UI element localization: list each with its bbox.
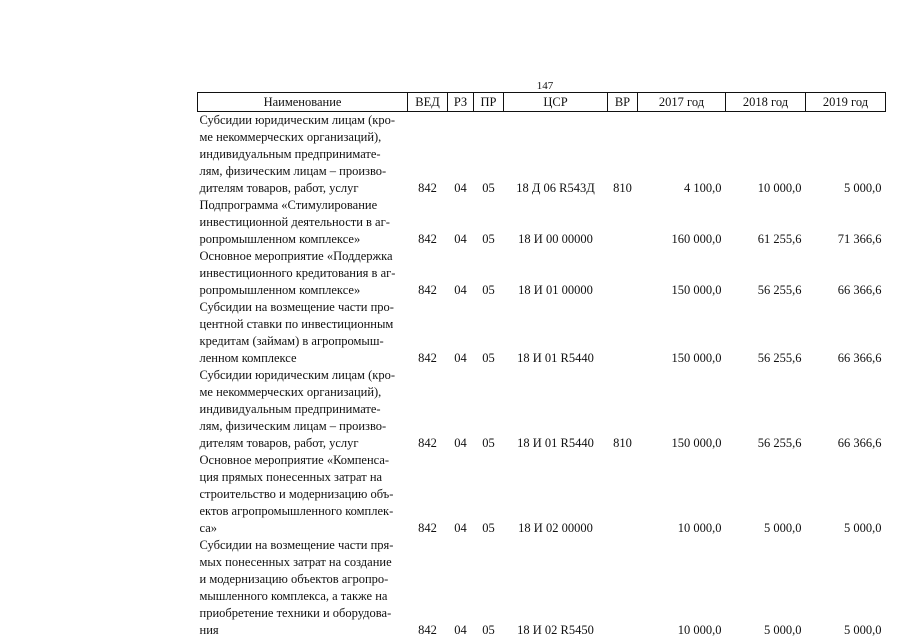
header-2018: 2018 год xyxy=(726,93,806,112)
row-pr: 05 xyxy=(482,521,495,535)
row-2019: 66 366,6 xyxy=(837,436,882,450)
row-2018: 61 255,6 xyxy=(757,232,802,246)
row-ved: 842 xyxy=(418,351,437,365)
row-2017: 10 000,0 xyxy=(677,521,722,535)
row-name: Подпрограмма «Стимулирование инвестиционной деятельности в аг- ропромышленном комплексе» xyxy=(199,198,390,246)
row-vr: 810 xyxy=(613,436,632,450)
row-2019: 5 000,0 xyxy=(844,521,882,535)
header-name: Наименование xyxy=(198,93,408,112)
row-rz: 04 xyxy=(454,623,467,637)
header-pr: ПР xyxy=(474,93,504,112)
header-2019: 2019 год xyxy=(806,93,886,112)
header-2017: 2017 год xyxy=(638,93,726,112)
row-name: Основное мероприятие «Компенса- ция прямых понесенных затрат на строительство и модернизацию объ- ектов агропромышленного комплек- са» xyxy=(199,453,394,535)
row-csr: 18 И 00 00000 xyxy=(518,232,593,246)
table-row xyxy=(198,197,886,248)
row-pr: 05 xyxy=(482,351,495,365)
table-row xyxy=(198,299,886,367)
row-2018: 5 000,0 xyxy=(764,521,802,535)
row-2019: 5 000,0 xyxy=(844,623,882,637)
row-pr: 05 xyxy=(482,436,495,450)
row-csr: 18 И 02 R5450 xyxy=(517,623,594,637)
table-row xyxy=(198,537,886,639)
row-2019: 66 366,6 xyxy=(837,351,882,365)
row-vr xyxy=(608,537,638,639)
row-2017: 10 000,0 xyxy=(677,623,722,637)
row-rz: 04 xyxy=(454,181,467,195)
row-vr xyxy=(608,452,638,537)
row-csr: 18 И 01 00000 xyxy=(518,283,593,297)
row-2017: 160 000,0 xyxy=(671,232,722,246)
row-pr: 05 xyxy=(482,181,495,195)
row-2018: 10 000,0 xyxy=(757,181,802,195)
row-vr xyxy=(608,197,638,248)
header-vr: ВР xyxy=(608,93,638,112)
row-2018: 56 255,6 xyxy=(757,283,802,297)
row-name: Субсидии на возмещение части пря- мых понесенных затрат на создание и модернизацию объектов агропро- мышленного комплекса, а также на приобретение техники и оборудова- ния xyxy=(199,538,394,637)
row-rz: 04 xyxy=(454,436,467,450)
table-row xyxy=(198,452,886,537)
row-ved: 842 xyxy=(418,181,437,195)
budget-table xyxy=(197,92,886,639)
row-ved: 842 xyxy=(418,283,437,297)
row-2017: 150 000,0 xyxy=(671,351,722,365)
row-2017: 150 000,0 xyxy=(671,283,722,297)
table-row xyxy=(198,248,886,299)
row-csr: 18 И 02 00000 xyxy=(518,521,593,535)
header-rz: РЗ xyxy=(448,93,474,112)
row-2018: 56 255,6 xyxy=(757,436,802,450)
header-ved: ВЕД xyxy=(408,93,448,112)
row-2017: 4 100,0 xyxy=(684,181,722,195)
row-rz: 04 xyxy=(454,283,467,297)
row-2019: 71 366,6 xyxy=(837,232,882,246)
row-pr: 05 xyxy=(482,283,495,297)
row-2018: 56 255,6 xyxy=(757,351,802,365)
row-name: Субсидии юридическим лицам (кро- ме некоммерческих организаций), индивидуальным предпринимате- лям, физическим лицам – произво- дителям товаров, работ, услуг xyxy=(199,368,395,450)
table-header-row xyxy=(198,93,886,112)
row-name: Основное мероприятие «Поддержка инвестиционного кредитования в аг- ропромышленном комплексе» xyxy=(199,249,396,297)
row-vr: 810 xyxy=(613,181,632,195)
row-vr xyxy=(608,248,638,299)
row-2019: 5 000,0 xyxy=(844,181,882,195)
row-ved: 842 xyxy=(418,521,437,535)
row-vr xyxy=(608,299,638,367)
row-csr: 18 И 01 R5440 xyxy=(517,436,594,450)
row-pr: 05 xyxy=(482,623,495,637)
table-row xyxy=(198,367,886,452)
row-name: Субсидии на возмещение части про- центной ставки по инвестиционным кредитам (займам) в агропромыш- ленном комплексе xyxy=(199,300,394,365)
row-csr: 18 Д 06 R543Д xyxy=(516,181,595,195)
row-2017: 150 000,0 xyxy=(671,436,722,450)
row-2018: 5 000,0 xyxy=(764,623,802,637)
row-rz: 04 xyxy=(454,232,467,246)
row-ved: 842 xyxy=(418,623,437,637)
row-csr: 18 И 01 R5440 xyxy=(517,351,594,365)
row-ved: 842 xyxy=(418,232,437,246)
header-csr: ЦСР xyxy=(504,93,608,112)
row-name: Субсидии юридическим лицам (кро- ме некоммерческих организаций), индивидуальным предпринимате- лям, физическим лицам – произво- дителям товаров, работ, услуг xyxy=(199,113,395,195)
table-row xyxy=(198,112,886,198)
row-2019: 66 366,6 xyxy=(837,283,882,297)
row-pr: 05 xyxy=(482,232,495,246)
row-rz: 04 xyxy=(454,351,467,365)
page-number: 147 xyxy=(536,80,554,92)
row-ved: 842 xyxy=(418,436,437,450)
row-rz: 04 xyxy=(454,521,467,535)
